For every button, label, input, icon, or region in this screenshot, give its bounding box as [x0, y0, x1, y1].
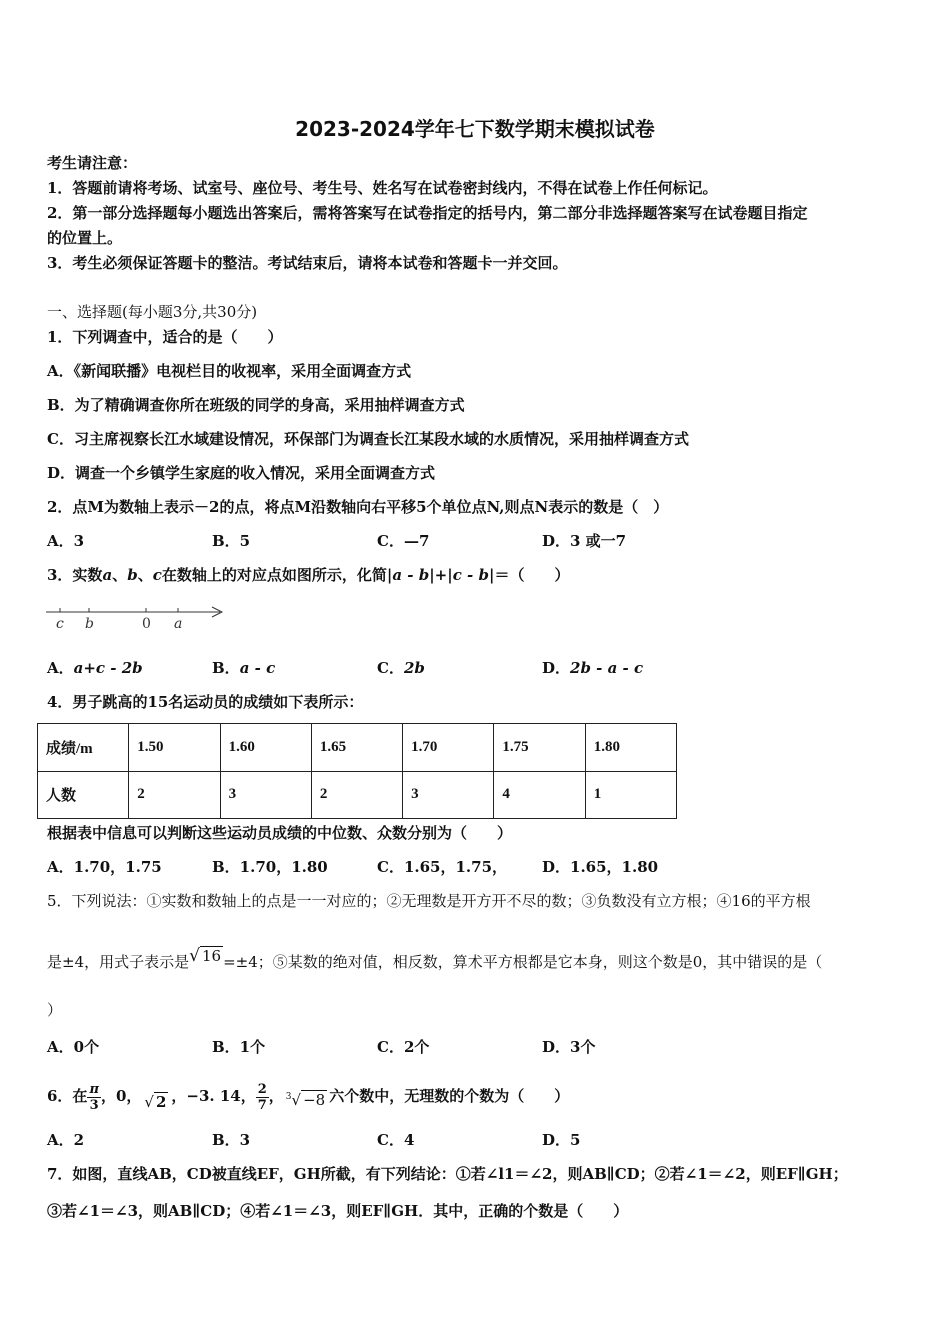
notice-item: 的位置上。 — [47, 229, 123, 247]
question-3-stem: 3．实数a、b、c在数轴上的对应点如图所示，化简|a - b|+|c - b|＝（ ） — [47, 566, 570, 584]
question-1-option-c: C．习主席视察长江水域建设情况，环保部门为调查长江某段水域的水质情况，采用抽样调查方式 — [47, 430, 689, 448]
question-5-option-c: C．2个 — [377, 1038, 430, 1056]
number-line-figure — [42, 600, 232, 634]
radical-sign-icon: √ — [144, 1093, 154, 1111]
question-2-option-b: B．5 — [212, 532, 251, 550]
table-cell: 4 — [494, 771, 585, 819]
table-cell: 2 — [129, 771, 220, 819]
question-1-stem: 1．下列调查中，适合的是（ ） — [47, 328, 283, 346]
axis-label-b: b — [85, 616, 94, 632]
table-cell: 1 — [585, 771, 676, 819]
question-6-option-c: C．4 — [377, 1131, 415, 1149]
question-6-stem: 6．在 $\frac{\pi}{3}$ ，0， √ 2 ，−3. 14， $\frac{2}{7}$ ， $^3$√ −8 六个数中，无理数的个数为（ ） — [47, 1073, 569, 1113]
question-7-line-2: ③若∠1＝∠3，则AB∥CD；④若∠1＝∠3，则EF∥GH．其中，正确的个数是（ ） — [47, 1202, 629, 1220]
sqrt-16: √ 16 — [189, 946, 222, 966]
notice-item: 1．答题前请将考场、试室号、座位号、考生号、姓名写在试卷密封线内，不得在试卷上作任何标记。 — [47, 179, 718, 197]
question-1-option-a: A．《新闻联播》电视栏目的收视率，采用全面调查方式 — [47, 362, 412, 380]
axis-label-a: a — [174, 616, 183, 632]
table-row — [38, 771, 677, 819]
table-cell: 1.75 — [494, 724, 585, 772]
question-6-option-a: A．2 — [47, 1131, 85, 1149]
question-3-option-d: D．2b - a - c — [542, 659, 644, 677]
question-4-stem: 4．男子跳高的15名运动员的成绩如下表所示： — [47, 693, 364, 711]
question-2-option-c: C．—7 — [377, 532, 430, 550]
notice-item: 2．第一部分选择题每小题选出答案后，需将答案写在试卷指定的括号内，第二部分非选择题答案写在试卷题目指定 — [47, 204, 808, 222]
table-cell: 人数 — [38, 771, 129, 819]
question-4-option-d: D．1.65，1.80 — [542, 858, 659, 876]
question-4-question: 根据表中信息可以判断这些运动员成绩的中位数、众数分别为（ ） — [47, 824, 513, 842]
table-cell: 1.50 — [129, 724, 220, 772]
question-1-option-d: D．调查一个乡镇学生家庭的收入情况，采用全面调查方式 — [47, 464, 436, 482]
section-heading: 一、选择题(每小题3分,共30分) — [47, 303, 258, 321]
question-3-option-b: B．a - c — [212, 659, 276, 677]
question-4-option-c: C．1.65，1.75， — [377, 858, 508, 876]
question-4-option-a: A．1.70，1.75 — [47, 858, 162, 876]
question-5-option-b: B．1个 — [212, 1038, 266, 1056]
radical-sign-icon: √ — [291, 1091, 302, 1109]
question-5-line-1: 5．下列说法：①实数和数轴上的点是一一对应的；②无理数是开方开不尽的数；③负数没有立方根；④16的平方根 — [47, 892, 811, 910]
question-3-option-c: C．2b — [377, 659, 425, 677]
question-6-option-b: B．3 — [212, 1131, 251, 1149]
question-5-option-d: D．3个 — [542, 1038, 596, 1056]
fraction-2-over-7: $\frac{2}{7}$ — [257, 1081, 267, 1113]
table-row — [38, 724, 677, 772]
table-cell: 1.60 — [220, 724, 311, 772]
table-cell: 3 — [220, 771, 311, 819]
notice-heading: 考生请注意： — [47, 154, 138, 172]
question-1-option-b: B．为了精确调查你所在班级的同学的身高，采用抽样调查方式 — [47, 396, 465, 414]
question-2-stem: 2．点M为数轴上表示－2的点，将点M沿数轴向右平移5个单位点N,则点N表示的数是（ ） — [47, 498, 669, 516]
question-5-option-a: A．0个 — [47, 1038, 100, 1056]
radical-sign-icon: √ — [189, 946, 200, 966]
sqrt-2: √ 2 — [144, 1093, 167, 1111]
question-5-line-3: ） — [47, 1001, 63, 1019]
question-4-option-b: B．1.70，1.80 — [212, 858, 328, 876]
cube-root-minus-8: $^3$√ −8 — [285, 1091, 326, 1109]
question-5-line-2: 是±4，用式子表示是√ 16 =±4；⑤某数的绝对值，相反数，算术平方根都是它本身，则这个数是0，其中错误的是（ — [47, 946, 823, 971]
axis-label-c: c — [56, 616, 64, 632]
axis-label-0: 0 — [142, 616, 151, 632]
question-3-option-a: A．a+c - 2b — [47, 659, 143, 677]
table-cell: 2 — [311, 771, 402, 819]
scores-table — [37, 723, 677, 819]
fraction-pi-over-3: $\frac{\pi}{3}$ — [89, 1081, 99, 1113]
question-2-option-a: A．3 — [47, 532, 85, 550]
table-cell: 3 — [403, 771, 494, 819]
question-7-line-1: 7．如图，直线AB，CD被直线EF，GH所截，有下列结论：①若∠l1＝∠2，则AB∥CD；②若∠1＝∠2，则EF∥GH； — [47, 1165, 848, 1183]
table-cell: 1.70 — [403, 724, 494, 772]
table-cell: 1.65 — [311, 724, 402, 772]
table-cell: 成绩/m — [38, 724, 129, 772]
page-title: 2023-2024学年七下数学期末模拟试卷 — [295, 117, 655, 141]
question-2-option-d: D．3 或一7 — [542, 532, 627, 550]
notice-item: 3．考生必须保证答题卡的整洁。考试结束后，请将本试卷和答题卡一并交回。 — [47, 254, 568, 272]
question-6-option-d: D．5 — [542, 1131, 581, 1149]
table-cell: 1.80 — [585, 724, 676, 772]
